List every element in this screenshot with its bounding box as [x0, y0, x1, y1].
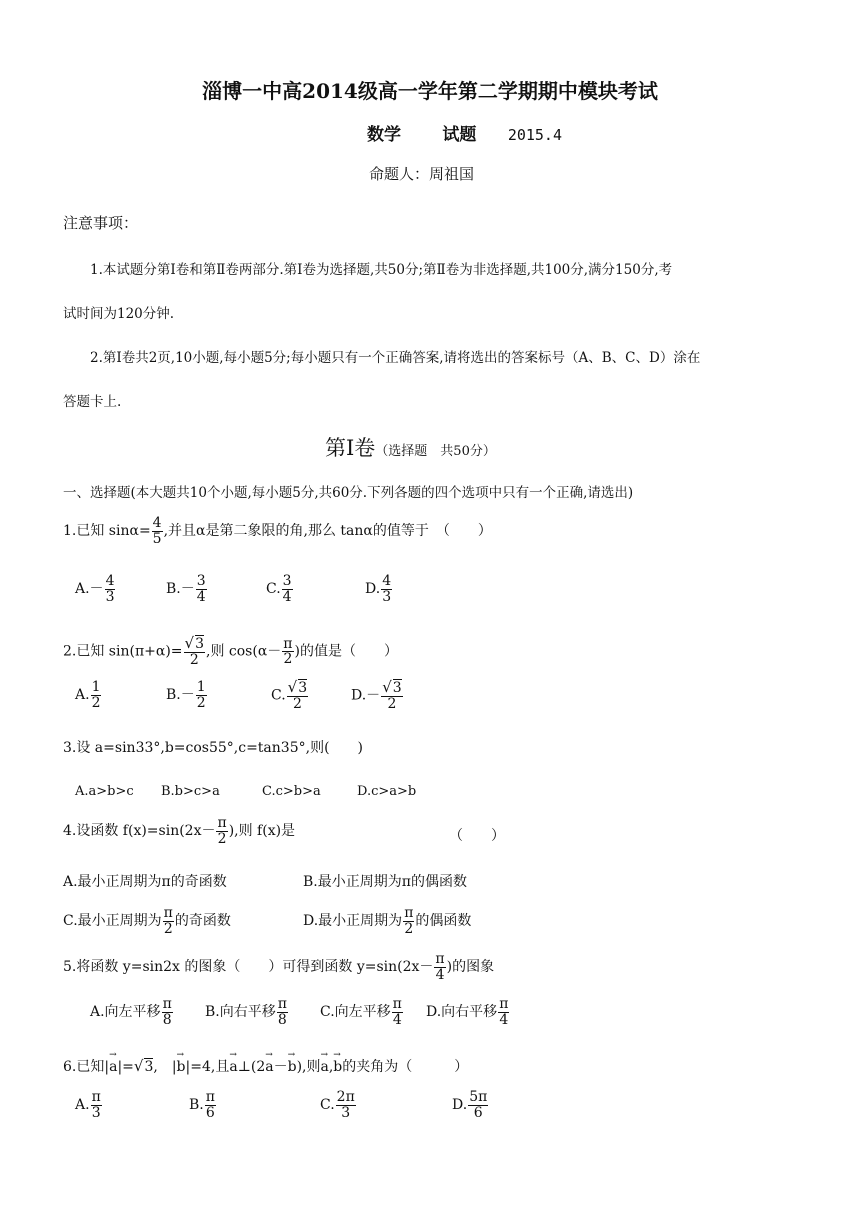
q4-option-c: C.最小正周期为 $\frac{\pi}{2}$ 的奇函数 [63, 905, 231, 937]
paper-label: 试题 [442, 125, 477, 145]
question-6: 6.已知|→ a|=√3, |→ b|=4,且→ a⊥(2→ a－→ b),则→ a,→ b的夹角为（ ） [63, 1056, 468, 1076]
q1-option-b: B.－ $\frac{3}{4}$ [166, 573, 206, 605]
q4-option-a: A.最小正周期为π的奇函数 [63, 874, 227, 890]
notes-heading: 注意事项： [63, 214, 139, 232]
exam-title: 淄博一中高2014级高一学年第二学期期中模块考试 [202, 79, 658, 103]
q5-option-b: B.向右平移 $\frac{\pi}{8}$ [205, 996, 287, 1028]
subject: 数学 [367, 125, 401, 145]
q6-option-d: D. $\frac{5\pi}{6}$ [452, 1089, 488, 1121]
q1-pre: 1.已知 sinα= [63, 523, 151, 540]
q4-answer-blank: （ ） [449, 828, 505, 844]
q4-option-d: D.最小正周期为 $\frac{\pi}{2}$ 的偶函数 [303, 905, 472, 937]
q1-option-d: D. $\frac{4}{3}$ [365, 573, 392, 605]
q2-option-d: D.－ $\frac{√3}{2}$ [351, 678, 402, 712]
question-2: 2.已知 sin(π+α)= $\frac{√3}{2}$ ,则 cos(α－ $\frac{\pi}{2}$ )的值是（ ） [63, 634, 398, 668]
author-line: 命题人：周祖国 [369, 165, 475, 183]
note-1-line-1: 1.本试题分第Ⅰ卷和第Ⅱ卷两部分.第Ⅰ卷为选择题,共50分;第Ⅱ卷为非选择题,共100分,满分150分,考 [90, 262, 673, 278]
q3-option-b: B.b>c>a [161, 784, 220, 799]
q1-num: 4 [152, 515, 162, 531]
subject-line [367, 120, 562, 145]
q3-option-a: A.a>b>c [75, 784, 134, 799]
q3-option-c: C.c>b>a [262, 784, 321, 799]
part1-heading [325, 432, 496, 462]
q2-option-c: C. $\frac{√3}{2}$ [271, 678, 308, 712]
question-4: 4.设函数 f(x)=sin(2x－ $\frac{\pi}{2}$ ),则 f(x)是 [63, 815, 296, 847]
q1-post: ,并且α是第二象限的角,那么 tanα的值等于 （ ） [163, 523, 492, 540]
q5-option-c: C.向左平移 $\frac{\pi}{4}$ [320, 996, 402, 1028]
q1-fraction [152, 516, 163, 546]
q6-option-b: B. $\frac{\pi}{6}$ [189, 1089, 215, 1121]
q5-option-a: A.向左平移 $\frac{\pi}{8}$ [90, 996, 172, 1028]
q2-option-b: B.－ $\frac{1}{2}$ [166, 679, 206, 711]
note-2-line-1: 2.第Ⅰ卷共2页,10小题,每小题5分;每小题只有一个正确答案,请将选出的答案标号（A、B、C、D）涂在 [90, 350, 701, 366]
q6-option-a: A. $\frac{\pi}{3}$ [75, 1089, 101, 1121]
q5-option-d: D.向右平移 $\frac{\pi}{4}$ [426, 996, 509, 1028]
note-2-line-2: 答题卡上. [63, 394, 122, 410]
q3-option-d: D.c>a>b [357, 784, 417, 799]
q1-den: 5 [152, 530, 162, 547]
q6-option-c: C. $\frac{2\pi}{3}$ [320, 1089, 355, 1121]
part1-subtitle: （选择题 共50分） [375, 444, 496, 459]
q1-option-a: A.－ $\frac{4}{3}$ [75, 573, 115, 605]
question-1 [63, 516, 492, 546]
question-5: 5.将函数 y=sin2x 的图象（ ）可得到函数 y=sin(2x－ $\frac{\pi}{4}$ )的图象 [63, 951, 495, 983]
part1-title: 第Ⅰ卷 [325, 436, 376, 460]
q1-option-c: C. $\frac{3}{4}$ [266, 573, 292, 605]
section1-heading: 一、选择题(本大题共10个小题,每小题5分,共60分.下列各题的四个选项中只有一个正确,请选出) [63, 485, 634, 501]
q2-option-a: A. $\frac{1}{2}$ [75, 679, 101, 711]
q4-option-b: B.最小正周期为π的偶函数 [303, 874, 467, 890]
exam-date: 2015.4 [507, 126, 562, 144]
question-3: 3.设 a=sin33°,b=cos55°,c=tan35°,则( ) [63, 740, 363, 756]
note-1-line-2: 试时间为120分钟. [63, 306, 175, 322]
